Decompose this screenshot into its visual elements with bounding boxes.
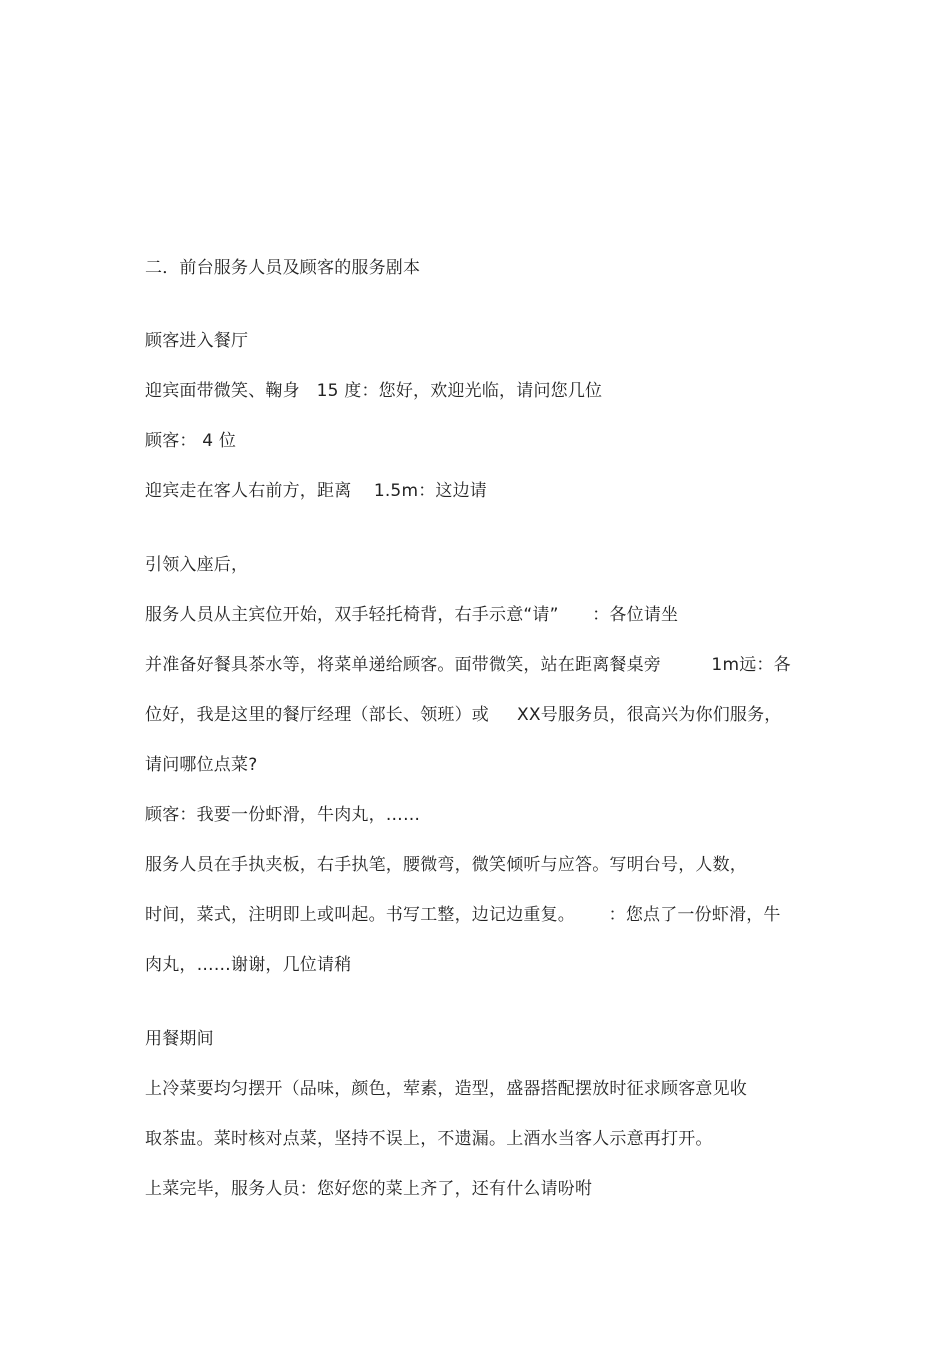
paragraph-line: 并准备好餐具茶水等，将菜单递给顾客。面带微笑，站在距离餐桌旁 1m远：各: [145, 655, 791, 675]
paragraph-line: 顾客：我要一份虾滑，牛肉丸，……: [145, 805, 421, 825]
paragraph-line: 顾客： 4 位: [145, 431, 237, 451]
paragraph-line: 请问哪位点菜?: [145, 755, 258, 775]
section-title-seating: 引领入座后，: [145, 555, 249, 575]
paragraph-line: 位好，我是这里的餐厅经理（部长、领班）或 XX号服务员，很高兴为你们服务，: [145, 705, 782, 725]
section-title-enter: 顾客进入餐厅: [145, 331, 249, 351]
paragraph-line: 上菜完毕，服务人员：您好您的菜上齐了，还有什么请吩咐: [145, 1179, 593, 1199]
paragraph-line: 迎宾走在客人右前方，距离 1.5m：这边请: [145, 481, 488, 501]
paragraph-line: 上冷菜要均匀摆开（品味，颜色，荤素，造型，盛器搭配摆放时征求顾客意见收: [145, 1079, 747, 1099]
paragraph-line: 服务人员从主宾位开始，双手轻托椅背，右手示意“请” ：各位请坐: [145, 605, 679, 625]
paragraph-line: 时间，菜式，注明即上或叫起。书写工整，边记边重复。 ：您点了一份虾滑，牛: [145, 905, 781, 925]
paragraph-line: 服务人员在手执夹板，右手执笔，腰微弯，微笑倾听与应答。写明台号，人数，: [145, 855, 747, 875]
paragraph-line: 取茶盅。菜时核对点菜，坚持不误上，不遗漏。上酒水当客人示意再打开。: [145, 1129, 713, 1149]
document-heading: 二．前台服务人员及顾客的服务剧本: [145, 258, 421, 278]
paragraph-line: 迎宾面带微笑、鞠身 15 度：您好，欢迎光临，请问您几位: [145, 381, 603, 401]
paragraph-line: 肉丸，……谢谢，几位请稍: [145, 955, 352, 975]
section-title-dining: 用餐期间: [145, 1029, 214, 1049]
